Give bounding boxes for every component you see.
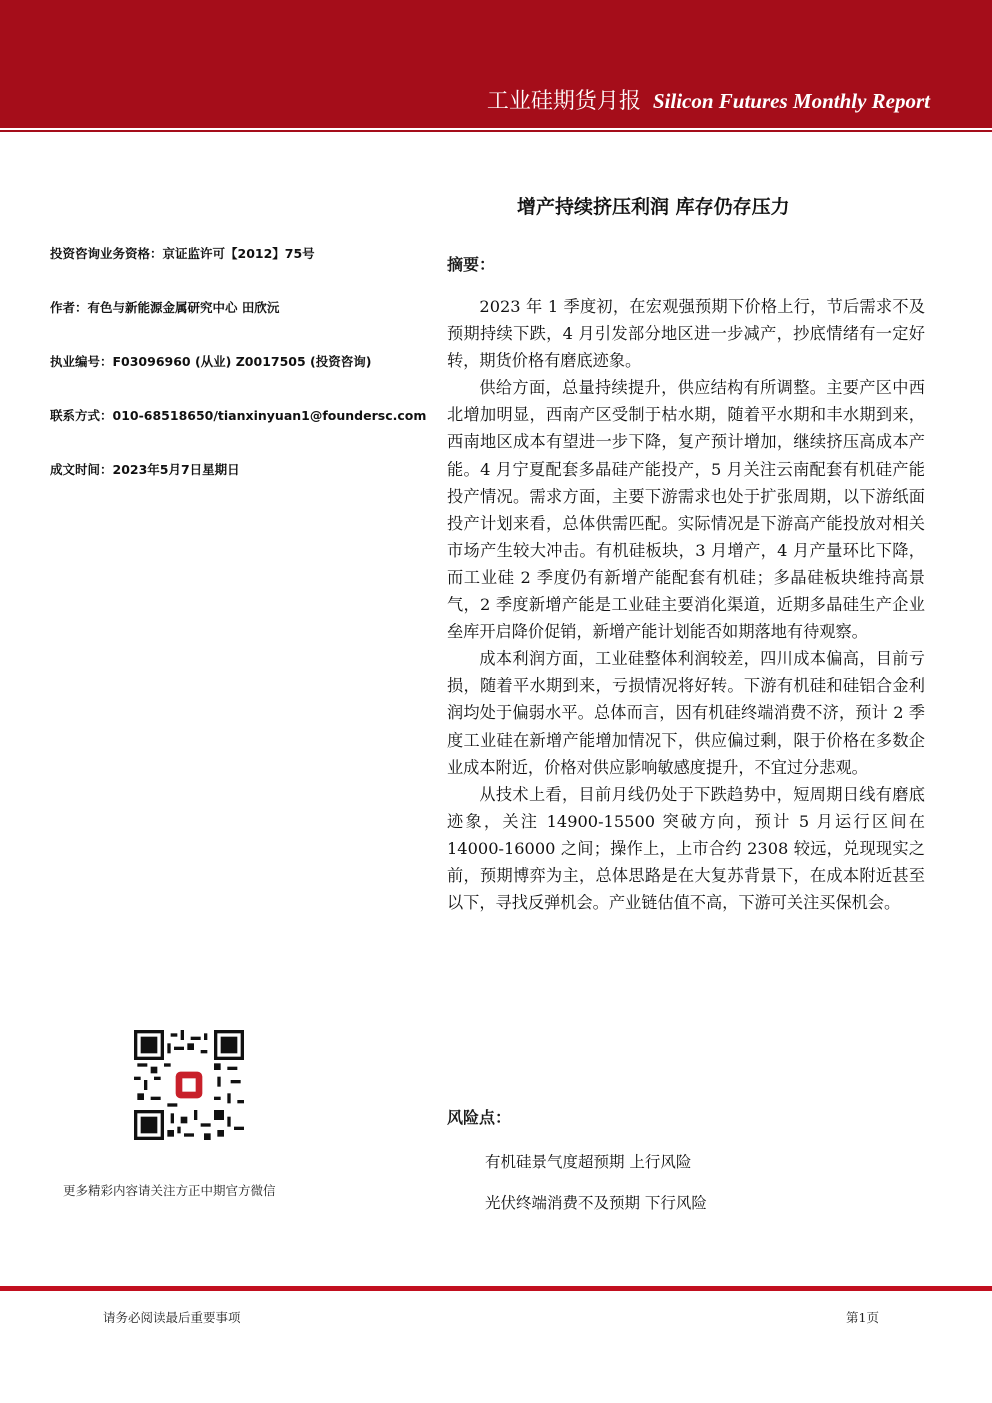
risk-item: 有机硅景气度超预期 上行风险 <box>485 1153 692 1171</box>
footer-divider <box>0 1286 992 1291</box>
header-divider <box>0 130 992 132</box>
series-title-en: Silicon Futures Monthly Report <box>652 89 930 113</box>
qualification-line: 投资咨询业务资格：京证监许可【2012】75号 <box>50 246 315 261</box>
wechat-qr-code <box>134 1030 244 1140</box>
page-number: 第1页 <box>846 1310 879 1325</box>
report-series-title <box>487 84 930 115</box>
summary-paragraph: 从技术上看，目前月线仍处于下跌趋势中，短周期日线有磨底迹象，关注 14900-15500 突破方向，预计 5 月运行区间在 14000-16000 之间；操作上，上市合约 2308 较远，兑现现实之前，预期博弈为主，总体思路是在大复苏背景下，在成本附近甚至以下，寻找反弹机会。产业链估值不高，下游可关注买保机会。 <box>447 784 925 913</box>
contact-line: 联系方式：010-68518650/tianxinyuan1@foundersc.com <box>50 408 427 423</box>
risk-heading: 风险点： <box>447 1108 512 1127</box>
summary-heading: 摘要： <box>447 255 496 274</box>
qr-code-icon <box>134 1030 244 1140</box>
date-line: 成文时间：2023年5月7日星期日 <box>50 462 240 477</box>
qr-caption: 更多精彩内容请关注方正中期官方微信 <box>63 1183 276 1198</box>
report-title: 增产持续挤压利润 库存仍存压力 <box>517 196 790 218</box>
author-info <box>50 246 430 516</box>
license-number-line: 执业编号：F03096960 (从业) Z0017505 (投资咨询) <box>50 354 372 369</box>
summary-paragraph: 供给方面，总量持续提升，供应结构有所调整。主要产区中西北增加明显，西南产区受制于枯水期，随着平水期和丰水期到来，西南地区成本有望进一步下降，复产预计增加，继续挤压高成本产能。4 月宁夏配套多晶硅产能投产，5 月关注云南配套有机硅产能投产情况。需求方面，主要下游需求也处于扩张周期，以下游纸面投产计划来看，总体供需匹配。实际情况是下游高产能投放对相关市场产生较大冲击。有机硅板块，3 月增产，4 月产量环比下降，而工业硅 2 季度仍有新增产能配套有机硅；多晶硅板块维持高景气，2 季度新增产能是工业硅主要消化渠道，近期多晶硅生产企业垒库开启降价促销，新增产能计划能否如期落地有待观察。 <box>447 378 925 642</box>
summary-paragraph: 成本利润方面，工业硅整体利润较差，四川成本偏高，目前亏损，随着平水期到来，亏损情况将好转。下游有机硅和硅铝合金利润均处于偏弱水平。总体而言，因有机硅终端消费不济，预计 2 季度工业硅在新增产能增加情况下，供应偏过剩，限于价格在多数企业成本附近，价格对供应影响敏感度提升，不宜过分悲观。 <box>447 649 925 777</box>
series-title-cn: 工业硅期货月报 <box>486 89 641 114</box>
risk-item: 光伏终端消费不及预期 下行风险 <box>485 1194 707 1212</box>
footer-notice: 请务必阅读最后重要事项 <box>103 1310 241 1325</box>
summary-body <box>447 293 925 916</box>
summary-paragraph: 2023 年 1 季度初，在宏观强预期下价格上行，节后需求不及预期持续下跌，4 月引发部分地区进一步减产，抄底情绪有一定好转，期货价格有磨底迹象。 <box>447 297 925 371</box>
author-line: 作者：有色与新能源金属研究中心 田欣沅 <box>50 300 280 315</box>
